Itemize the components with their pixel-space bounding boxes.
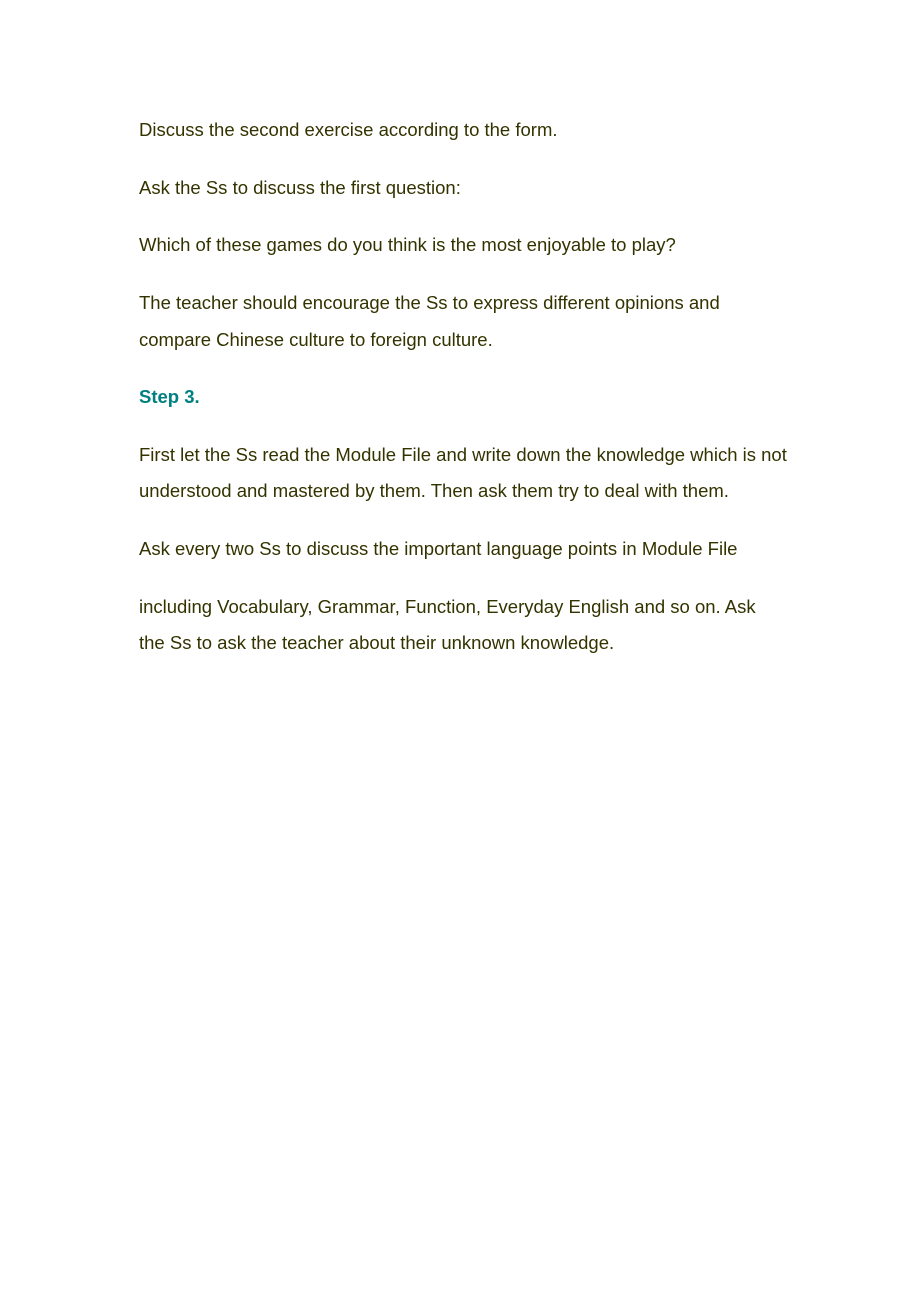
paragraph-text: the Ss to ask the teacher about their unknown knowledge. — [139, 632, 615, 653]
paragraph-text: understood and mastered by them. Then ask them try to deal with them. — [139, 480, 729, 501]
paragraph-text: The teacher should encourage the Ss to express different opinions and — [139, 292, 720, 313]
question-text: Which of these games do you think is the most enjoyable to play? — [139, 234, 676, 255]
paragraph-text: First let the Ss read the Module File and write down the knowledge which is not — [139, 444, 787, 465]
paragraph-text: including Vocabulary, Grammar, Function, Everyday English and so on. Ask — [139, 596, 756, 617]
paragraph-text: compare Chinese culture to foreign culture. — [139, 329, 493, 350]
step-heading: Step 3. — [139, 386, 200, 407]
paragraph-text: Ask every two Ss to discuss the important language points in Module File — [139, 538, 738, 559]
paragraph-text: Discuss the second exercise according to the form. — [139, 119, 558, 140]
paragraph-text: Ask the Ss to discuss the first question: — [139, 177, 461, 198]
